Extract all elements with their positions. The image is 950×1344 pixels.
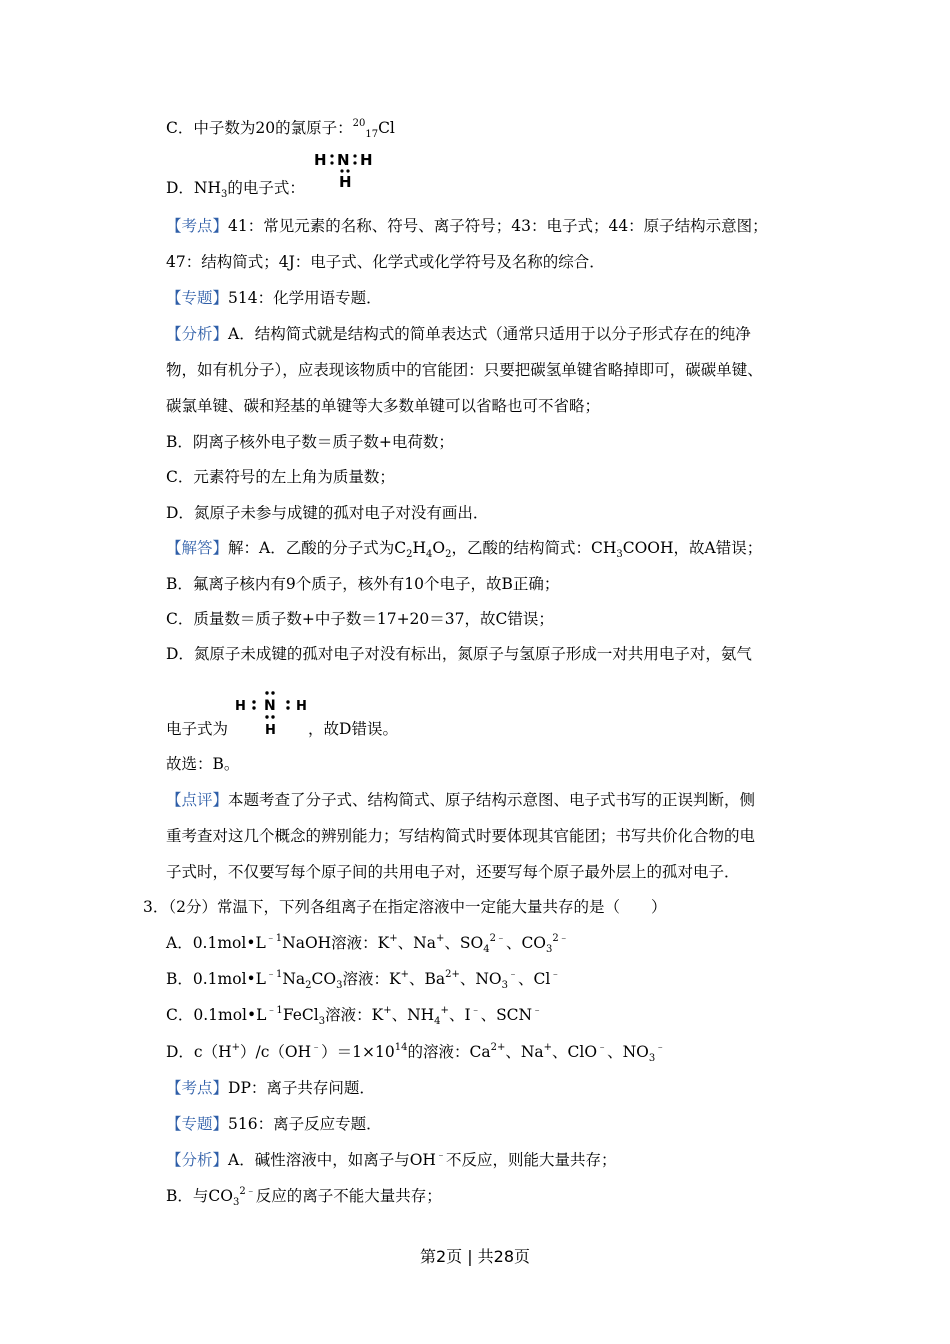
fenxi-line-5 — [166, 467, 395, 487]
lewis-dot — [330, 154, 333, 157]
subscript: 3 — [336, 980, 343, 991]
tag-zhuanti: 【专题】 — [166, 289, 229, 307]
q3-b-text-3: CO — [311, 970, 337, 988]
q3-fenxi-line-2 — [166, 1186, 442, 1206]
superscript: ﹣ — [597, 1042, 608, 1053]
q3-d-text-5: 、Na — [505, 1043, 544, 1061]
fenxi-text-3: 碳氯单键、碳和羟基的单键等大多数单键可以省略也可不省略； — [166, 397, 601, 415]
q3-d-text-4: 的溶液：Ca — [407, 1043, 491, 1061]
subscript: 3 — [546, 944, 553, 955]
page-footer: 第2页 | 共28页 — [419, 1247, 531, 1266]
fenxi-line — [166, 324, 751, 344]
dianping-text-2: 重考查对这几个概念的辨别能力；写结构简式时要体现其官能团；书写共价化合物的电 — [166, 827, 756, 845]
lewis-dot — [353, 154, 356, 157]
jieda-text-6: D．氮原子未成键的孤对电子对没有标出，氮原子与氢原子形成一对共用电子对，氨气 — [166, 645, 752, 663]
dianping-line — [166, 790, 755, 810]
zhuanti-line — [166, 288, 382, 308]
lewis-dot — [271, 691, 274, 694]
superscript: ﹣ — [470, 1005, 481, 1016]
subscript: 3 — [221, 189, 228, 200]
jieda-text-2: ，乙酸的结构简式：CH — [451, 539, 617, 557]
fenxi-text-6: D．氮原子未参与成键的孤对电子对没有画出． — [166, 504, 489, 522]
fenxi-text-2: 物，如有机分子），应表现该物质中的官能团：只要把碳氢单键省略掉即可，碳碳单键、 — [166, 361, 763, 379]
q3-b-text-7: 、Cl — [518, 970, 551, 988]
subscript: 2 — [406, 549, 413, 560]
q3-b-text-6: 、NO — [459, 970, 502, 988]
fenxi-line-2 — [166, 360, 763, 380]
jieda-line-4 — [166, 644, 752, 664]
subscript: 3 — [616, 549, 623, 560]
tag-fenxi: 【分析】 — [166, 1151, 229, 1169]
q3-c-text: C．0.1mol•L — [166, 1006, 267, 1024]
option-c-line — [166, 118, 395, 138]
q3-d-text-7: 、NO — [607, 1043, 649, 1061]
fenxi-text-4: B．阴离子核外电子数＝质子数+电荷数； — [166, 433, 454, 451]
question-3-stem — [143, 897, 666, 917]
q3-fenxi-text-3: B．与CO — [166, 1187, 233, 1205]
q3-a-text-2: NaOH溶液：K — [282, 934, 390, 952]
lewis-dot — [252, 700, 255, 703]
q3-d-text-2: ）/c（OH — [240, 1043, 312, 1061]
answer-text: 故选：B。 — [166, 755, 240, 773]
q3-c-text-6: 、SCN — [480, 1006, 533, 1024]
q3-b-text-4: 溶液：K — [342, 970, 401, 988]
q3-b-text-2: Na — [282, 970, 306, 988]
jieda-line-3 — [166, 609, 554, 629]
superscript: ﹣ — [435, 1150, 446, 1161]
nh3-lewis-structure-small — [312, 148, 380, 192]
jieda-line-5 — [166, 719, 398, 739]
superscript: + — [440, 1005, 449, 1016]
lewis-n: N — [337, 151, 350, 169]
superscript: 2﹣ — [489, 933, 506, 944]
tag-fenxi: 【分析】 — [166, 325, 229, 343]
superscript: 2+ — [490, 1042, 506, 1053]
kaodian-line-2 — [166, 252, 605, 272]
q3-a-text-3: 、Na — [397, 934, 436, 952]
fenxi-line-4 — [166, 432, 454, 452]
subscript: 3 — [318, 1016, 326, 1027]
lewis-dot — [286, 706, 289, 709]
q3-c-text-2: FeCl — [282, 1006, 319, 1024]
q3-zhuanti-text: 516：离子反应专题． — [228, 1115, 382, 1133]
superscript: + — [231, 1042, 241, 1053]
superscript: + — [543, 1042, 553, 1053]
fenxi-text: A．结构简式就是结构式的简单表达式（通常只适用于以分子形式存在的纯净 — [228, 325, 751, 343]
kaodian-line — [166, 216, 768, 236]
q3-option-d — [166, 1042, 665, 1062]
superscript: ﹣ — [311, 1042, 322, 1053]
q3-kaodian-text: DP：离子共存问题． — [228, 1079, 375, 1097]
lewis-dot — [265, 691, 268, 694]
jieda-text-3: COOH，故A错误； — [622, 539, 763, 557]
option-c-text: C．中子数为20的氯原子： — [166, 119, 353, 137]
lewis-dot — [330, 161, 333, 164]
jieda-text-8: ，故D错误。 — [308, 720, 398, 738]
q3-fenxi-line — [166, 1150, 616, 1170]
lewis-dot — [353, 161, 356, 164]
q3-fenxi-text-4: 反应的离子不能大量共存； — [255, 1187, 442, 1205]
atomic-number: 17 — [365, 129, 379, 140]
q3-a-text-5: 、CO — [505, 934, 547, 952]
lewis-h-bottom: H — [265, 723, 276, 738]
q3-d-text-6: 、ClO — [552, 1043, 598, 1061]
tag-kaodian: 【考点】 — [166, 217, 229, 235]
formula-o: O — [432, 539, 446, 557]
q3-d-text-3: ）＝1×10 — [321, 1043, 395, 1061]
subscript: 4 — [483, 944, 490, 955]
option-d-text-2: 的电子式： — [227, 179, 305, 197]
fenxi-line-6 — [166, 503, 488, 523]
q3-b-text-5: 、Ba — [408, 970, 446, 988]
superscript: 14 — [394, 1042, 408, 1053]
jieda-text-4: B．氟离子核内有9个质子，核外有10个电子，故B正确； — [166, 575, 560, 593]
subscript: 4 — [434, 1016, 441, 1027]
superscript: + — [389, 933, 398, 944]
q3-option-a — [166, 933, 569, 953]
superscript: ﹣1 — [265, 933, 283, 944]
q3-c-text-5: 、I — [448, 1006, 471, 1024]
q3-kaodian-line — [166, 1078, 375, 1098]
lewis-dot — [286, 700, 289, 703]
superscript: 2﹣ — [239, 1186, 256, 1197]
subscript: 3 — [501, 980, 509, 991]
superscript: ﹣1 — [266, 1005, 283, 1016]
fenxi-text-5: C．元素符号的左上角为质量数； — [166, 468, 395, 486]
q3-a-text-4: 、SO — [444, 934, 484, 952]
q3-c-text-4: 、NH — [391, 1006, 435, 1024]
superscript: + — [435, 933, 445, 944]
lewis-h-left: H — [314, 151, 327, 169]
subscript: 2 — [445, 549, 452, 560]
tag-kaodian: 【考点】 — [166, 1079, 229, 1097]
answer-line — [166, 754, 239, 774]
jieda-text-7: 电子式为 — [166, 720, 229, 738]
subscript: 2 — [305, 980, 312, 991]
q3-option-c — [166, 1005, 542, 1025]
dianping-text-3: 子式时，不仅要写每个原子间的共用电子对，还要写每个原子最外层上的孤对电子． — [166, 863, 740, 881]
jieda-line — [166, 538, 762, 558]
subscript: 3 — [232, 1197, 240, 1208]
superscript: 2﹣ — [552, 933, 569, 944]
zhuanti-text: 514：化学用语专题． — [228, 289, 382, 307]
jieda-text: 解：A．乙酸的分子式为C — [228, 539, 407, 557]
q3-d-text: D．c（H — [166, 1043, 232, 1061]
superscript: ﹣ — [550, 969, 561, 980]
tag-zhuanti: 【专题】 — [166, 1115, 229, 1133]
superscript: + — [400, 969, 409, 980]
formula-h: H — [412, 539, 426, 557]
chlorine-symbol: Cl — [378, 119, 395, 137]
subscript: 4 — [425, 549, 433, 560]
superscript: 2+ — [445, 969, 460, 980]
tag-dianping: 【点评】 — [166, 791, 229, 809]
q3-c-text-3: 溶液：K — [325, 1006, 384, 1024]
superscript: ﹣ — [532, 1005, 543, 1016]
option-d-text: D．NH — [166, 179, 222, 197]
q3-fenxi-text-2: 不反应，则能大量共存； — [445, 1151, 617, 1169]
kaodian-text: 41：常见元素的名称、符号、离子符号；43：电子式；44：原子结构示意图； — [228, 217, 768, 235]
lewis-h-right: H — [296, 699, 307, 714]
superscript: ﹣ — [655, 1042, 666, 1053]
q3-zhuanti-line — [166, 1114, 382, 1134]
q3-b-text: B．0.1mol•L — [166, 970, 266, 988]
question-3-text: 3．（2分）常温下，下列各组离子在指定溶液中一定能大量共存的是（ ） — [143, 898, 667, 916]
mass-number: 20 — [352, 118, 366, 129]
lewis-n: N — [264, 698, 276, 714]
lewis-h-left: H — [235, 699, 246, 714]
superscript: ﹣ — [508, 969, 519, 980]
dianping-line-2 — [166, 826, 755, 846]
superscript: ﹣1 — [265, 969, 283, 980]
superscript: + — [383, 1005, 392, 1016]
jieda-line-2 — [166, 574, 559, 594]
q3-a-text: A．0.1mol•L — [166, 934, 266, 952]
fenxi-line-3 — [166, 396, 600, 416]
jieda-text-5: C．质量数＝质子数+中子数＝17+20＝37，故C错误； — [166, 610, 554, 628]
q3-fenxi-text: A．碱性溶液中，如离子与OH — [228, 1151, 436, 1169]
subscript: 3 — [648, 1053, 656, 1064]
kaodian-text-2: 47：结构简式；4J：电子式、化学式或化学符号及名称的综合． — [166, 253, 605, 271]
dianping-text: 本题考查了分子式、结构简式、原子结构示意图、电子式书写的正误判断，侧 — [228, 791, 756, 809]
lewis-dot — [252, 706, 255, 709]
tag-jieda: 【解答】 — [166, 539, 229, 557]
lewis-h-bottom: H — [339, 173, 352, 191]
option-d-line — [166, 178, 305, 198]
q3-option-b — [166, 969, 560, 989]
dianping-line-3 — [166, 862, 740, 882]
lewis-h-right: H — [360, 151, 373, 169]
